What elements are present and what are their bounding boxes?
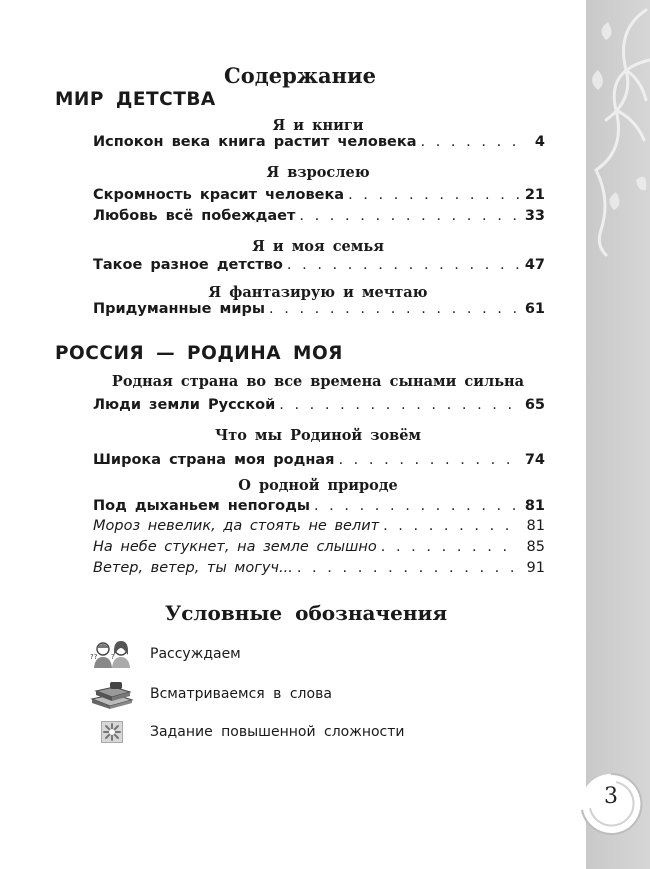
floral-ornament-icon [586,0,650,260]
toc-entry[interactable] [93,134,545,154]
toc-entry-text: Испокон века книга растит человека [93,134,417,150]
legend-text: Рассуждаем [150,646,241,662]
toc-entry[interactable] [93,518,545,538]
dot-leader [420,134,519,150]
dot-leader [381,539,519,555]
page-side-strip [586,0,650,869]
page-number: 3 [604,784,618,809]
toc-entry-text: На небе стукнет, на земле слышно [93,539,377,555]
toc-entry-page: 81 [526,518,545,534]
legend-item [90,715,405,749]
toc-entry-text: Под дыханьем непогоды [93,498,310,514]
toc-entry-text: Любовь всё побеждает [93,208,296,224]
toc-entry[interactable] [93,208,545,228]
group-title: Родная страна во все времена сынами сильна [111,373,525,390]
dot-leader [314,498,519,514]
legend-item [90,677,332,711]
group-title: Я и книги [272,117,364,134]
toc-entry-text: Придуманные миры [93,301,266,317]
toc-entry-text: Широка страна моя родная [93,452,335,468]
toc-entry[interactable] [93,452,545,472]
toc-entry-page: 33 [524,208,545,224]
toc-entry[interactable] [93,397,545,417]
legend-text: Всматриваемся в слова [150,686,332,702]
group-title: Что мы Родиной зовём [214,427,422,444]
toc-entry-text: Ветер, ветер, ты могуч... [93,560,293,576]
toc-entry[interactable] [93,257,545,277]
toc-entry-text: Мороз невелик, да стоять не велит [93,518,380,534]
dot-leader [383,518,519,534]
dot-leader [269,301,519,317]
legend-item [90,637,241,671]
toc-entry-page: 4 [534,134,545,150]
toc-heading: Содержание [224,63,376,88]
legend-title: Условные обозначения [165,601,448,625]
dot-leader [297,560,519,576]
svg-text:?: ? [111,653,115,661]
snowflake-square-icon [90,715,134,749]
legend-text: Задание повышенной сложности [150,724,405,740]
group-title: Я взрослею [266,164,370,181]
toc-entry[interactable] [93,539,545,559]
section-title-mir-detstva: МИР ДЕТСТВА [55,89,216,110]
section-title-rossiya: РОССИЯ — РОДИНА МОЯ [55,343,343,364]
dot-leader [287,257,519,273]
group-title: Я фантазирую и мечтаю [208,284,428,301]
toc-entry[interactable] [93,301,545,321]
toc-entry-text: Люди земли Русской [93,397,276,413]
group-title: О родной природе [238,477,398,494]
toc-entry-page: 74 [524,452,545,468]
toc-entry[interactable] [93,187,545,207]
books-stack-icon [90,677,134,711]
toc-entry-text: Скромность красит человека [93,187,345,203]
toc-entry-page: 61 [524,301,545,317]
toc-entry-text: Такое разное детство [93,257,283,273]
svg-text:??: ?? [90,653,98,661]
dot-leader [299,208,519,224]
toc-entry-page: 21 [524,187,545,203]
toc-entry-page: 91 [526,560,545,576]
toc-entry-page: 47 [524,257,545,273]
toc-entry[interactable] [93,560,545,580]
dot-leader [338,452,519,468]
toc-entry-page: 85 [526,539,545,555]
dot-leader [348,187,519,203]
toc-entry[interactable] [93,498,545,518]
group-title: Я и моя семья [252,238,384,255]
toc-entry-page: 81 [524,498,545,514]
two-children-thinking-icon [90,637,134,671]
dot-leader [279,397,519,413]
page-number-badge [576,770,650,840]
toc-entry-page: 65 [524,397,545,413]
